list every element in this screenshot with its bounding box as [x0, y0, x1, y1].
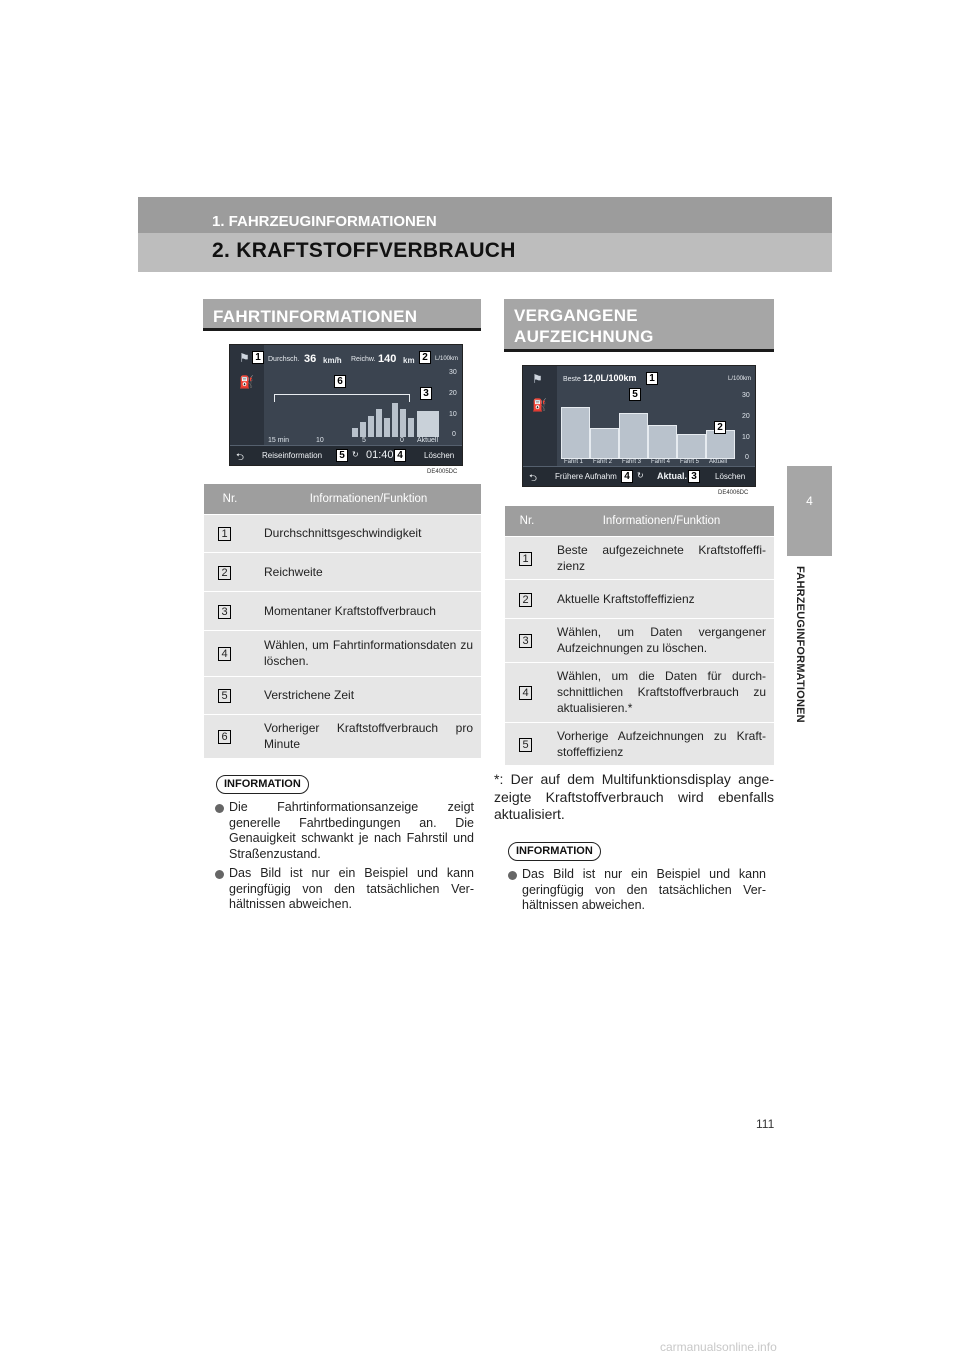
- clear-button[interactable]: Löschen: [715, 472, 746, 481]
- row-text: Vorherige Aufzeichnungen zu Kraft-stoffeffizienz: [549, 722, 774, 765]
- history-button[interactable]: Frühere Aufnahm: [555, 472, 617, 481]
- update-button[interactable]: Aktual.: [657, 471, 688, 481]
- information-badge: INFORMATION: [508, 842, 601, 861]
- bar: [619, 413, 648, 459]
- table-row: [204, 676, 481, 714]
- table-row: [505, 536, 774, 579]
- chapter-header: [138, 197, 832, 272]
- row-number: 2: [519, 593, 532, 607]
- row-number: 1: [519, 552, 532, 566]
- row-text: Wählen, um die Daten für durch-schnittlichen Kraftstoffverbrauch zu aktualisieren.*: [549, 662, 774, 722]
- bar: [376, 409, 383, 437]
- row-number: 5: [519, 738, 532, 752]
- callout-3: 3: [688, 470, 700, 483]
- right-section-heading: [504, 299, 774, 352]
- information-list: [508, 867, 766, 918]
- heading-line: VERGANGENE: [514, 306, 638, 325]
- reset-icon: ↻: [637, 471, 644, 480]
- information-list: [215, 800, 474, 917]
- range-unit: km: [403, 356, 415, 365]
- row-text: Wählen, um Fahrtinformationsdaten zu löschen.: [256, 630, 481, 676]
- table-row: [204, 630, 481, 676]
- x-tick: 10: [316, 437, 324, 444]
- y-tick: 0: [745, 454, 749, 461]
- row-text: Verstrichene Zeit: [256, 676, 481, 714]
- callout-4: 4: [621, 470, 633, 483]
- x-tick: Fahrt 2: [593, 459, 613, 465]
- col-nr-header: Nr.: [505, 506, 549, 536]
- callout-2: 2: [419, 351, 431, 364]
- bar: [400, 409, 407, 437]
- row-text: Durchschnittsgeschwindigkeit: [256, 514, 481, 552]
- footnote: *: Der auf dem Multifunktionsdisplay ange-zeigte Kraftstoffverbrauch wird ebenfalls aktualisiert.: [494, 771, 774, 822]
- bar: [408, 418, 415, 437]
- bar: [392, 403, 399, 437]
- information-badge: INFORMATION: [216, 775, 309, 794]
- callout-4: 4: [394, 449, 406, 462]
- table-row: [204, 514, 481, 552]
- table-row: [204, 714, 481, 758]
- fuel-icon: ⛽: [239, 375, 254, 389]
- row-text: Wählen, um Daten vergangener Aufzeichnungen zu löschen.: [549, 618, 774, 662]
- left-section-heading: FAHRTINFORMATIONEN: [203, 299, 481, 331]
- table-row: [505, 722, 774, 765]
- past-records-screen: [522, 365, 756, 487]
- bracket-line: [274, 394, 410, 402]
- table-row: [505, 579, 774, 618]
- trip-info-button[interactable]: Reiseinformation: [262, 451, 323, 460]
- flag-icon: ⚑: [239, 351, 250, 365]
- row-text: Reichweite: [256, 552, 481, 591]
- list-item: Die Fahrtinformationsanzeige zeigt generelle Fahrtbedingungen an. Die Genauigkeit schwankt je nach Fahrstil und Straßenzustand.: [215, 800, 474, 862]
- y-tick: 20: [449, 390, 457, 397]
- chapter-tab: 4: [787, 466, 832, 556]
- callout-5: 5: [336, 449, 348, 462]
- x-tick-current: Aktuell: [417, 437, 439, 444]
- callout-1: 1: [252, 351, 264, 364]
- back-button[interactable]: ⮌: [236, 452, 245, 463]
- best-value: 12,0L/100km: [583, 373, 637, 383]
- callout-5: 5: [629, 388, 641, 401]
- screen-bottom-bar: [523, 466, 755, 486]
- trip-info-screen: [229, 344, 463, 466]
- row-number: 6: [218, 730, 231, 744]
- page-number: 111: [756, 1117, 775, 1131]
- col-nr-header: Nr.: [204, 484, 256, 514]
- chapter-side-label: FAHRZEUGINFORMATIONEN: [794, 566, 806, 723]
- bar: [706, 430, 735, 459]
- chapter-title: 1. FAHRZEUGINFORMATIONEN: [138, 197, 832, 233]
- table-row: [505, 662, 774, 722]
- list-item: Das Bild ist nur ein Beispiel und kann geringfügig von den tatsächlichen Ver-hältnissen abweichen.: [215, 866, 474, 913]
- heading-line: AUFZEICHNUNG: [514, 327, 654, 346]
- row-number: 3: [218, 605, 231, 619]
- row-number: 4: [218, 647, 231, 661]
- bar: [384, 418, 391, 437]
- table-row: [505, 618, 774, 662]
- flag-icon: ⚑: [532, 372, 543, 386]
- callout-1: 1: [646, 372, 658, 385]
- row-number: 1: [218, 527, 231, 541]
- y-tick: 10: [449, 411, 457, 418]
- table-row: [204, 552, 481, 591]
- bar: [360, 422, 367, 437]
- avg-speed-unit: km/h: [323, 356, 342, 365]
- bar: [590, 428, 619, 460]
- row-number: 3: [519, 634, 532, 648]
- y-tick: 30: [449, 369, 457, 376]
- y-tick: 20: [742, 413, 750, 420]
- x-tick: 15 min: [268, 437, 290, 444]
- row-text: Momentaner Kraftstoffverbrauch: [256, 591, 481, 630]
- y-tick: 0: [452, 431, 456, 438]
- col-info-header: Informationen/Funktion: [549, 506, 774, 536]
- right-info-table: [505, 506, 774, 765]
- row-number: 4: [519, 686, 532, 700]
- table-row: [204, 591, 481, 630]
- callout-2: 2: [714, 421, 726, 434]
- current-bar: [417, 411, 439, 437]
- avg-speed-value: 36: [304, 353, 317, 365]
- image-code: DE4005DC: [427, 469, 458, 475]
- col-info-header: Informationen/Funktion: [256, 484, 481, 514]
- x-tick: Fahrt 4: [651, 459, 671, 465]
- row-text: Aktuelle Kraftstoffeffizienz: [549, 579, 774, 618]
- bar: [368, 416, 375, 437]
- row-number: 2: [218, 566, 231, 580]
- bar: [677, 434, 706, 459]
- left-info-table: [204, 484, 481, 758]
- x-tick: Fahrt 1: [564, 459, 584, 465]
- back-button[interactable]: ⮌: [529, 473, 538, 484]
- list-item: Das Bild ist nur ein Beispiel und kann geringfügig von den tatsächlichen Ver-hältnissen abweichen.: [508, 867, 766, 914]
- bar: [561, 407, 590, 460]
- x-tick: Aktuell: [709, 459, 728, 465]
- section-title: 2. KRAFTSTOFFVERBRAUCH: [212, 239, 516, 262]
- avg-speed-label: Durchsch.: [268, 356, 300, 363]
- x-tick: Fahrt 3: [622, 459, 642, 465]
- elapsed-time: 01:40: [366, 449, 394, 461]
- watermark: carmanualsonline.info: [660, 1340, 777, 1354]
- y-tick: 30: [742, 392, 750, 399]
- range-value: 140: [378, 353, 397, 365]
- reset-icon: ↻: [352, 450, 359, 459]
- row-number: 5: [218, 689, 231, 703]
- x-tick: 0: [400, 437, 404, 444]
- best-label: Beste: [563, 376, 581, 383]
- x-tick: Fahrt 5: [680, 459, 700, 465]
- image-code: DE4006DC: [718, 490, 749, 496]
- y-tick: 10: [742, 434, 750, 441]
- row-text: Beste aufgezeichnete Kraftstoffeffi-zienz: [549, 536, 774, 579]
- consumption-unit: L/100km: [728, 376, 752, 382]
- callout-3: 3: [420, 387, 432, 400]
- x-tick: 5: [362, 437, 366, 444]
- row-text: Vorheriger Kraftstoffverbrauch pro Minute: [256, 714, 481, 758]
- consumption-unit: L/100km: [435, 356, 459, 362]
- range-label: Reichw.: [351, 356, 376, 363]
- bar: [648, 425, 677, 459]
- fuel-icon: ⛽: [532, 398, 547, 412]
- callout-6: 6: [334, 375, 346, 388]
- clear-button[interactable]: Löschen: [424, 451, 455, 460]
- bar: [352, 428, 359, 437]
